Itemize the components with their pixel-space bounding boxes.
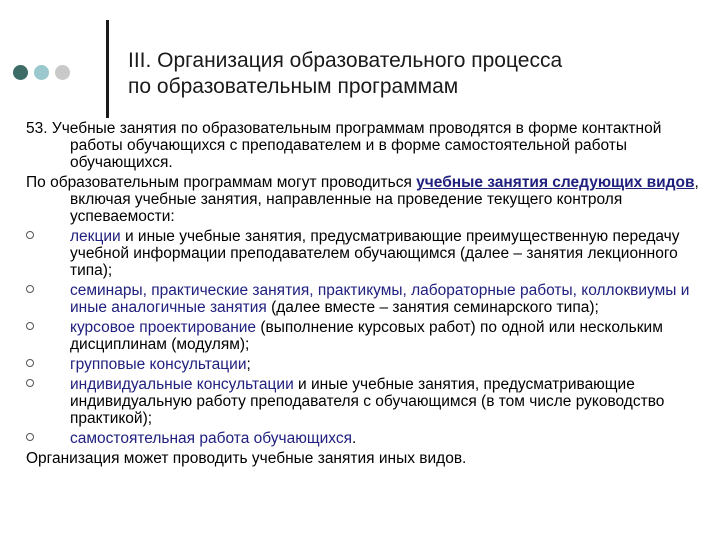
item-highlight: курсовое проектирование [70,319,257,336]
title-line-1: III. Организация образовательного процесса [128,49,563,72]
bullet-circle-icon [26,285,34,293]
bullet-circle-icon [26,322,34,330]
intro-paragraph [26,174,706,225]
item-highlight: семинары, практические занятия, практикумы, лабораторные работы, коллоквиумы и иные аналогичные занятия [70,282,690,316]
item-highlight: лекции [70,228,121,245]
bullet-circle-icon [26,359,34,367]
item-highlight: групповые консультации [70,356,247,373]
list-item [26,319,706,353]
intro-highlight: учебные занятия следующих видов [416,174,695,191]
list-item [26,356,706,373]
item-text: и иные учебные занятия, предусматривающие индивидуальную работу преподавателя с обучающимся (в том числе руководство практикой); [70,376,665,427]
item-highlight: самостоятельная работа обучающихся [70,430,352,447]
intro-text-b: , включая учебные занятия, направленные на проведение текущего контроля успеваемости: [70,174,699,225]
bullet-circle-icon [26,379,34,387]
item-text: ; [246,356,251,373]
title-divider-line [106,20,109,118]
list-item [26,282,706,316]
item-highlight: индивидуальные консультации [70,376,294,393]
slide-title [128,48,708,100]
list-item [26,376,706,427]
list-item [26,228,706,279]
list-item [26,430,706,447]
final-paragraph: Организация может проводить учебные занятия иных видов. [26,450,467,467]
bullet-circle-icon [26,433,34,441]
item-text: . [351,430,357,447]
paragraph-53: 53. Учебные занятия по образовательным программам проводятся в форме контактной работы обучающихся с преподавателем и в форме самостоятельной работы обучающихся. [26,120,662,171]
dot-light-teal [34,65,49,80]
dot-dark [13,65,28,80]
item-text: (далее вместе – занятия семинарского типа); [266,299,599,316]
slide-body [26,120,706,470]
dot-grey [55,65,70,80]
bullet-circle-icon [26,231,34,239]
decorative-dots [13,65,70,80]
item-text: (выполнение курсовых работ) по одной или нескольким дисциплинам (модулям); [70,319,663,353]
intro-text-a: По образовательным программам могут проводиться [26,174,417,191]
item-text: и иные учебные занятия, предусматривающие преимущественную передачу учебной информации преподавателем обучающимся (далее – занятия лекционного типа); [70,228,680,279]
title-line-2: по образовательным программам [128,75,459,98]
